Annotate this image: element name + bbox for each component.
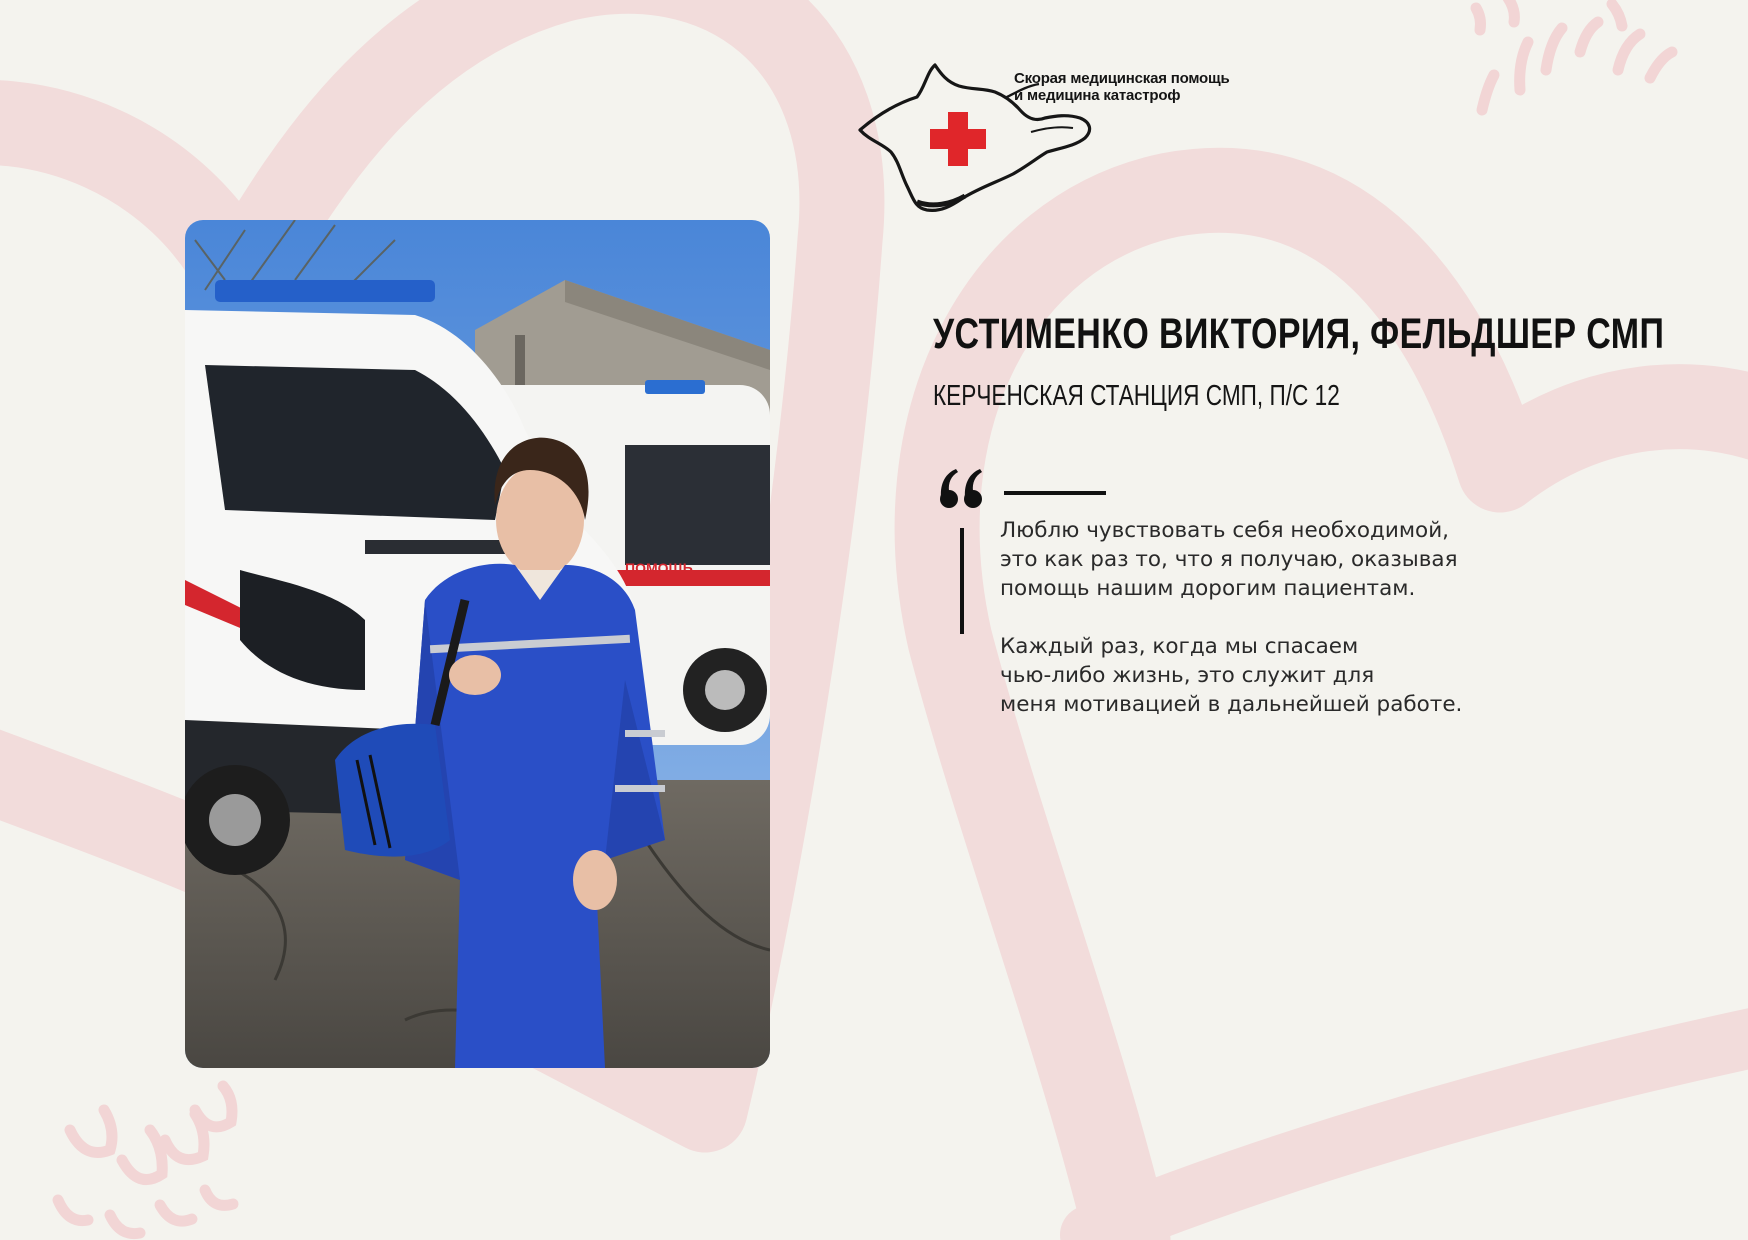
quote-line: Каждый раз, когда мы спасаем (1000, 634, 1359, 659)
quote-vertical-bar (960, 528, 964, 634)
quote-line: Люблю чувствовать себя необходимой, (1000, 518, 1450, 543)
quote-line: помощь нашим дорогим пациентам. (1000, 576, 1416, 601)
quote-line: чью-либо жизнь, это служит для (1000, 663, 1375, 688)
quote-paragraph-1 (1000, 516, 1560, 603)
quote-divider-line (1004, 491, 1106, 495)
paramedic-photo (185, 220, 770, 1068)
person-name-title: УСТИМЕНКО ВИКТОРИЯ, ФЕЛЬДШЕР СМП (933, 310, 1665, 358)
quote-line: меня мотивацией в дальнейшей работе. (1000, 692, 1463, 717)
organization-name-line2: и медицина катастроф (1014, 87, 1181, 104)
organization-logo (855, 62, 1255, 222)
organization-name (1014, 70, 1259, 104)
station-subtitle: КЕРЧЕНСКАЯ СТАНЦИЯ СМП, П/С 12 (933, 380, 1340, 412)
ambulance-label: ПОМОЩЬ (625, 560, 693, 576)
organization-name-line1: Скорая медицинская помощь (1014, 70, 1230, 87)
photo-illustration (185, 220, 770, 1068)
quote-line: это как раз то, что я получаю, оказывая (1000, 547, 1458, 572)
red-cross-icon (930, 112, 986, 166)
quote-paragraph-2 (1000, 632, 1560, 719)
quote-mark-icon (938, 467, 984, 515)
